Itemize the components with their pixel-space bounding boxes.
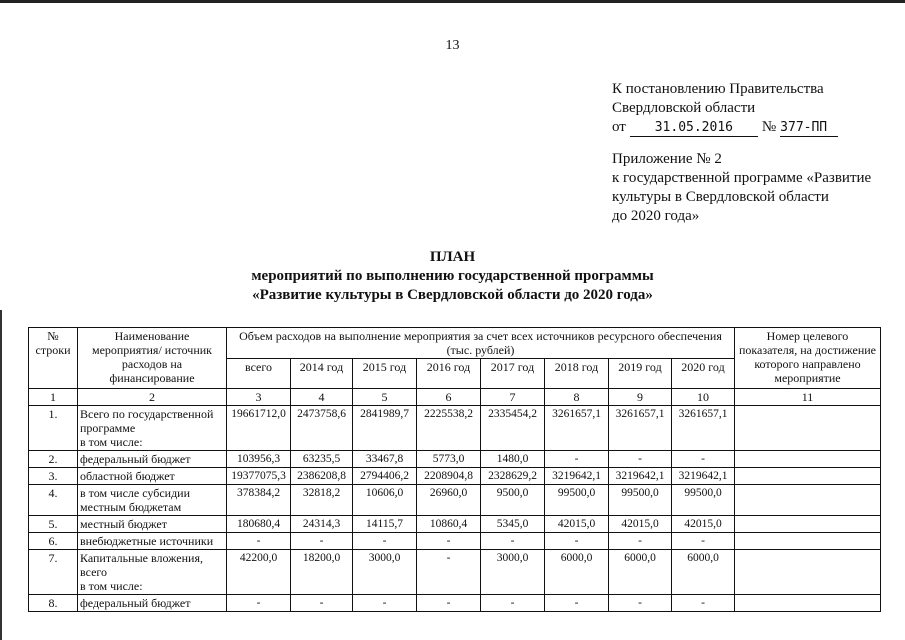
column-index-3: 3 xyxy=(227,389,291,406)
row-target xyxy=(735,516,881,533)
table-row xyxy=(29,406,881,451)
row-value: 2386208,8 xyxy=(291,468,353,485)
row-value: 24314,3 xyxy=(291,516,353,533)
row-target xyxy=(735,468,881,485)
row-value: 32818,2 xyxy=(291,485,353,516)
header-year-3: 2016 год xyxy=(417,359,481,389)
row-value: 180680,4 xyxy=(227,516,291,533)
row-value: - xyxy=(545,451,609,468)
row-name: Капитальные вложения, всего в том числе: xyxy=(78,550,227,595)
row-value: 42200,0 xyxy=(227,550,291,595)
header-year-4: 2017 год xyxy=(481,359,545,389)
plan-title-line-1: ПЛАН xyxy=(429,249,476,265)
header-year-7: 2020 год xyxy=(672,359,735,389)
row-value: 2328629,2 xyxy=(481,468,545,485)
row-value: 18200,0 xyxy=(291,550,353,595)
appendix-line-3: культуры в Свердловской области xyxy=(612,189,829,205)
table-row xyxy=(29,468,881,485)
header-year-5: 2018 год xyxy=(545,359,609,389)
resolution-line-1: К постановлению Правительства xyxy=(612,81,824,97)
row-value: 378384,2 xyxy=(227,485,291,516)
row-number: 8. xyxy=(29,595,78,612)
resolution-date-line xyxy=(612,118,842,137)
row-target xyxy=(735,550,881,595)
row-value: 2841989,7 xyxy=(353,406,417,451)
column-index-1: 1 xyxy=(29,389,78,406)
table-row xyxy=(29,595,881,612)
scan-top-edge xyxy=(0,0,905,3)
table-row xyxy=(29,485,881,516)
header-row-number: № строки xyxy=(29,328,78,389)
row-target xyxy=(735,406,881,451)
row-value: 3261657,1 xyxy=(609,406,672,451)
number-label: № xyxy=(761,119,777,135)
row-number: 4. xyxy=(29,485,78,516)
header-year-1: 2014 год xyxy=(291,359,353,389)
plan-table-body xyxy=(29,406,881,612)
scan-left-edge xyxy=(0,310,2,640)
row-value: 2225538,2 xyxy=(417,406,481,451)
row-value: 19661712,0 xyxy=(227,406,291,451)
header-index-row xyxy=(29,389,881,406)
row-value: 6000,0 xyxy=(609,550,672,595)
row-value: 3219642,1 xyxy=(672,468,735,485)
header-year-6: 2019 год xyxy=(609,359,672,389)
row-value: - xyxy=(609,451,672,468)
row-number: 3. xyxy=(29,468,78,485)
row-value: 26960,0 xyxy=(417,485,481,516)
row-target xyxy=(735,485,881,516)
row-value: 3219642,1 xyxy=(609,468,672,485)
row-value: 2473758,6 xyxy=(291,406,353,451)
plan-title xyxy=(0,248,905,305)
row-value: 3219642,1 xyxy=(545,468,609,485)
plan-title-line-3: «Развитие культуры в Свердловской области до 2020 года» xyxy=(252,287,653,303)
row-number: 2. xyxy=(29,451,78,468)
from-label: от xyxy=(612,119,626,135)
row-value: 3000,0 xyxy=(481,550,545,595)
appendix-block xyxy=(612,150,871,226)
table-row xyxy=(29,516,881,533)
row-value: - xyxy=(291,533,353,550)
column-index-2: 2 xyxy=(78,389,227,406)
row-value: - xyxy=(609,595,672,612)
row-name: местный бюджет xyxy=(78,516,227,533)
row-value: - xyxy=(417,550,481,595)
row-value: 2335454,2 xyxy=(481,406,545,451)
header-year-0: всего xyxy=(227,359,291,389)
header-year-2: 2015 год xyxy=(353,359,417,389)
table-row xyxy=(29,451,881,468)
row-value: 10606,0 xyxy=(353,485,417,516)
column-index-7: 7 xyxy=(481,389,545,406)
resolution-line-2: Свердловской области xyxy=(612,100,756,116)
plan-table xyxy=(28,327,881,612)
row-value: 99500,0 xyxy=(672,485,735,516)
resolution-date: 31.05.2016 xyxy=(630,120,758,137)
row-value: - xyxy=(545,595,609,612)
header-volume: Объем расходов на выполнение мероприятия за счет всех источников ресурсного обеспечения (тыс. рублей) xyxy=(227,328,735,359)
row-target xyxy=(735,595,881,612)
row-value: - xyxy=(481,595,545,612)
row-value: - xyxy=(227,595,291,612)
row-value: 63235,5 xyxy=(291,451,353,468)
row-value: - xyxy=(417,533,481,550)
row-value: - xyxy=(672,533,735,550)
row-value: - xyxy=(672,595,735,612)
table-row xyxy=(29,533,881,550)
row-value: - xyxy=(291,595,353,612)
row-name: Всего по государственной программе в том числе: xyxy=(78,406,227,451)
row-number: 7. xyxy=(29,550,78,595)
column-index-8: 8 xyxy=(545,389,609,406)
row-value: 5345,0 xyxy=(481,516,545,533)
row-value: 103956,3 xyxy=(227,451,291,468)
row-value: 19377075,3 xyxy=(227,468,291,485)
appendix-line-1: Приложение № 2 xyxy=(612,151,722,167)
row-value: - xyxy=(481,533,545,550)
row-name: областной бюджет xyxy=(78,468,227,485)
row-target xyxy=(735,451,881,468)
column-index-10: 10 xyxy=(672,389,735,406)
plan-title-line-2: мероприятий по выполнению государственной программы xyxy=(251,268,654,284)
row-name: федеральный бюджет xyxy=(78,451,227,468)
row-value: - xyxy=(227,533,291,550)
row-target xyxy=(735,533,881,550)
row-value: - xyxy=(353,595,417,612)
row-number: 6. xyxy=(29,533,78,550)
row-value: - xyxy=(609,533,672,550)
page-number: 13 xyxy=(445,38,460,53)
row-value: 3261657,1 xyxy=(545,406,609,451)
appendix-line-2: к государственной программе «Развитие xyxy=(612,170,872,186)
row-value: 42015,0 xyxy=(545,516,609,533)
row-value: 2208904,8 xyxy=(417,468,481,485)
row-value: - xyxy=(545,533,609,550)
row-value: 6000,0 xyxy=(545,550,609,595)
row-value: 14115,7 xyxy=(353,516,417,533)
row-value: 33467,8 xyxy=(353,451,417,468)
row-value: 10860,4 xyxy=(417,516,481,533)
appendix-line-4: до 2020 года» xyxy=(612,208,700,224)
header-name: Наименование мероприятия/ источник расходов на финансирование xyxy=(78,328,227,389)
row-value: 42015,0 xyxy=(672,516,735,533)
row-number: 5. xyxy=(29,516,78,533)
row-number: 1. xyxy=(29,406,78,451)
row-value: 6000,0 xyxy=(672,550,735,595)
column-index-4: 4 xyxy=(291,389,353,406)
column-index-11: 11 xyxy=(735,389,881,406)
row-value: 99500,0 xyxy=(545,485,609,516)
row-value: 2794406,2 xyxy=(353,468,417,485)
row-value: 3000,0 xyxy=(353,550,417,595)
row-value: 9500,0 xyxy=(481,485,545,516)
table-row xyxy=(29,550,881,595)
row-name: внебюджетные источники xyxy=(78,533,227,550)
header-target: Номер целевого показателя, на достижение которого направлено мероприятие xyxy=(735,328,881,389)
row-name: в том числе субсидии местным бюджетам xyxy=(78,485,227,516)
row-value: 3261657,1 xyxy=(672,406,735,451)
resolution-block xyxy=(612,80,842,137)
row-value: 42015,0 xyxy=(609,516,672,533)
row-value: - xyxy=(353,533,417,550)
row-name: федеральный бюджет xyxy=(78,595,227,612)
resolution-number: 377-ПП xyxy=(780,120,838,137)
column-index-6: 6 xyxy=(417,389,481,406)
row-value: 1480,0 xyxy=(481,451,545,468)
row-value: - xyxy=(672,451,735,468)
column-index-9: 9 xyxy=(609,389,672,406)
row-value: 5773,0 xyxy=(417,451,481,468)
row-value: - xyxy=(417,595,481,612)
row-value: 99500,0 xyxy=(609,485,672,516)
column-index-5: 5 xyxy=(353,389,417,406)
